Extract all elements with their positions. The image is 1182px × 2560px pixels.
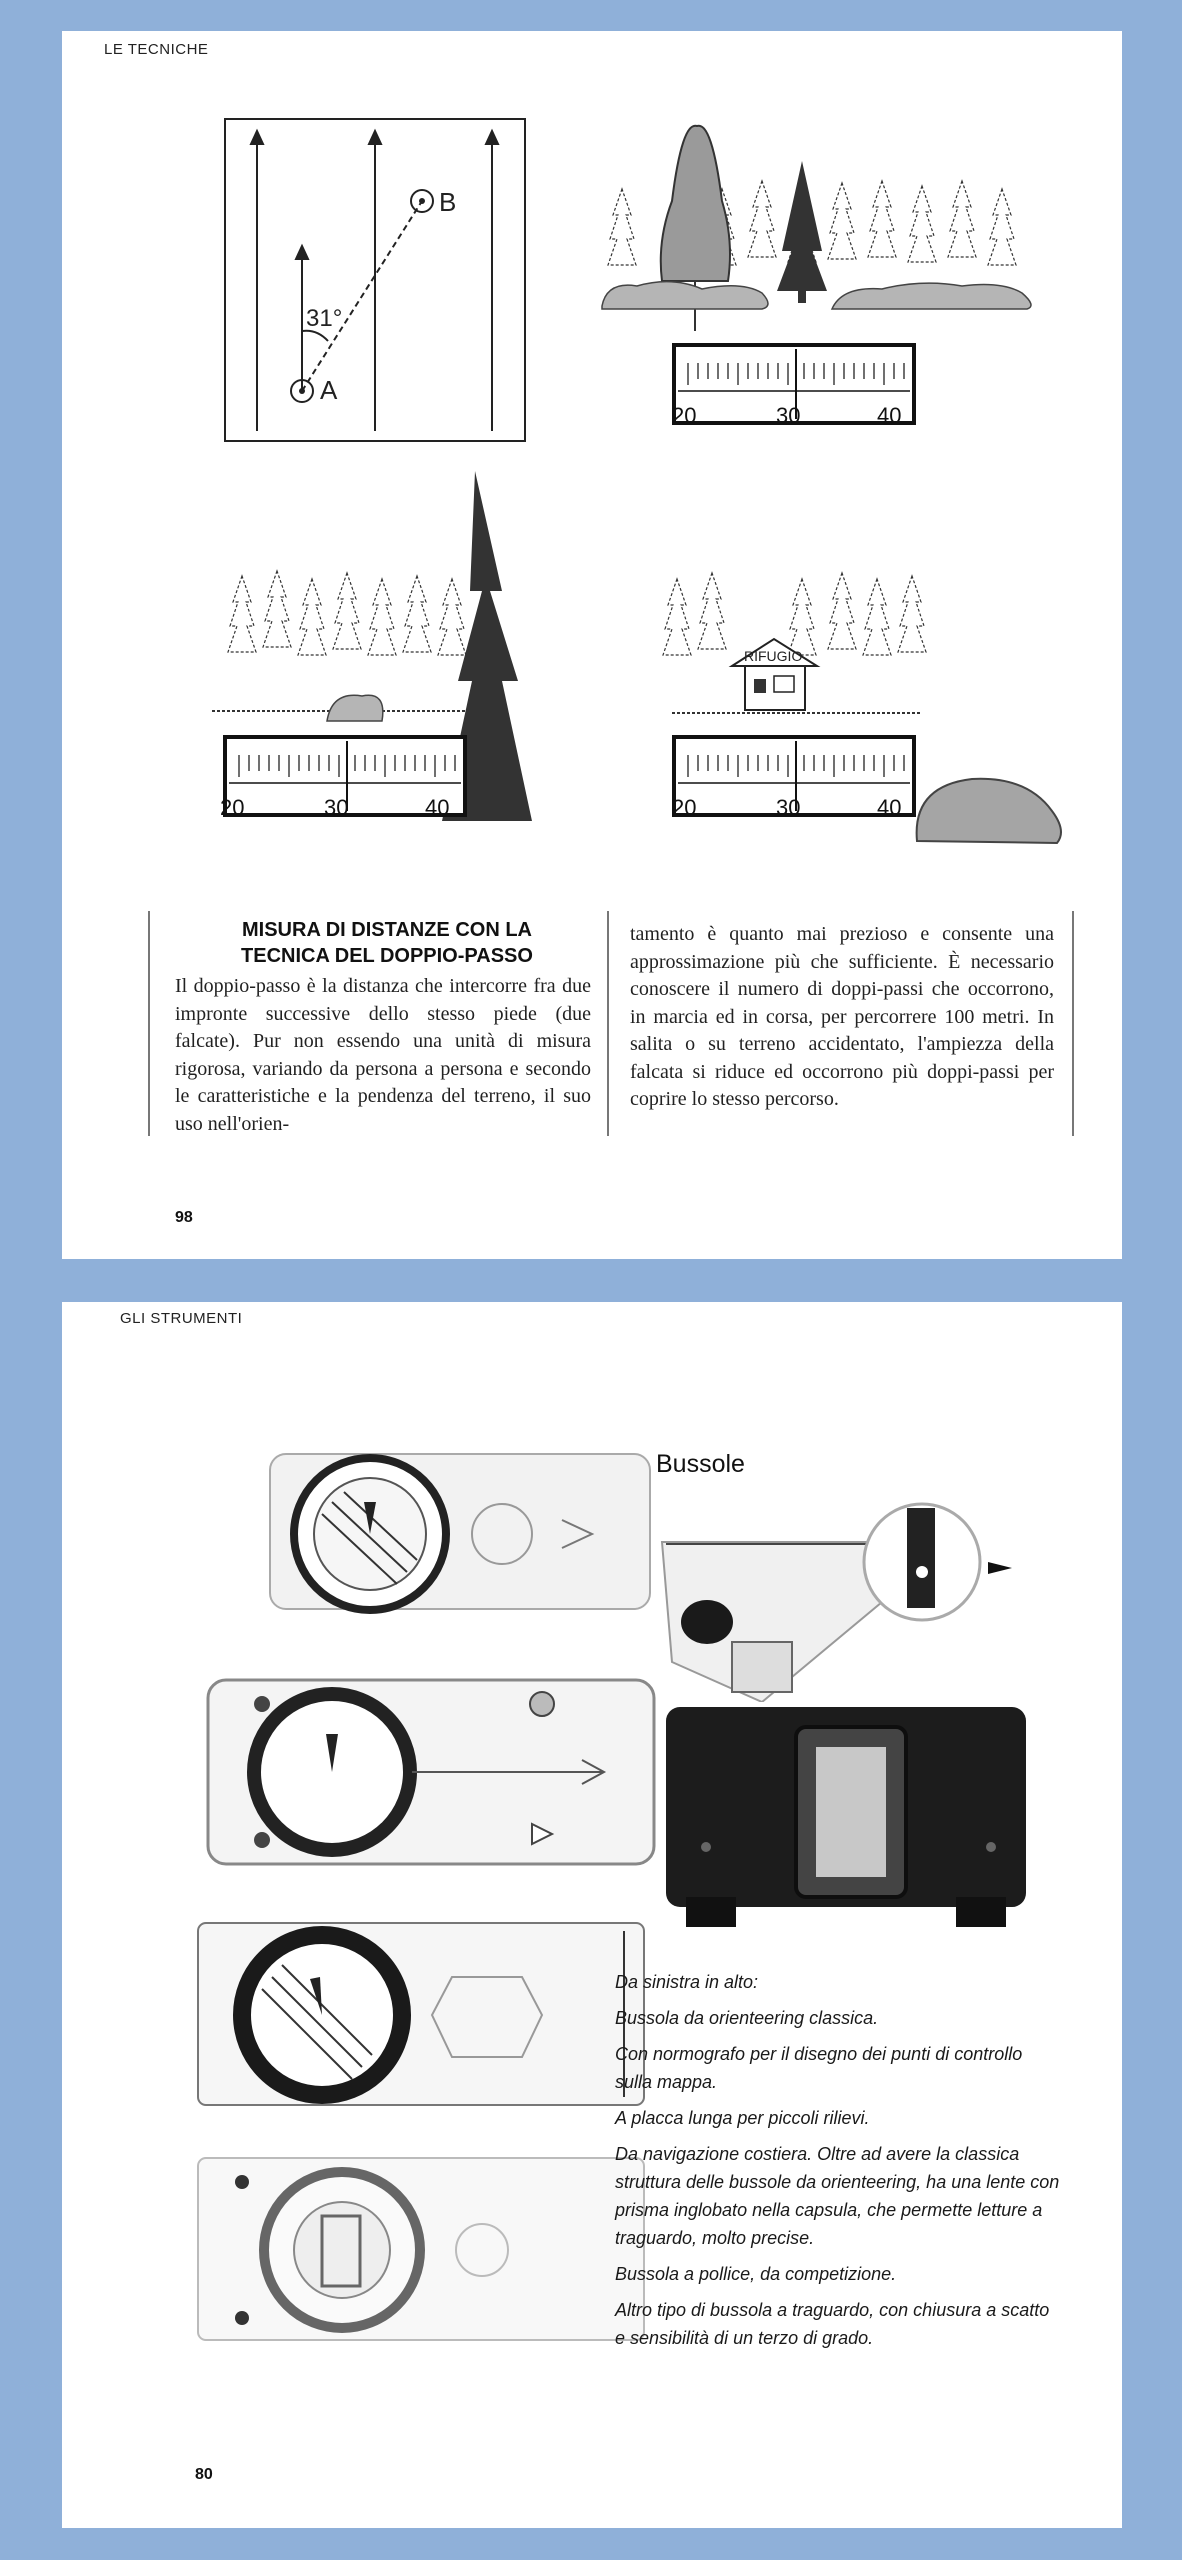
caption-line: Bussola da orienteering classica. [615,2008,879,2028]
compass-long-plate-photo [192,1917,652,2112]
scale-number: 20 [672,795,697,820]
book-page-80 [62,1302,1122,2528]
scale-number: 30 [776,403,801,428]
column-rule-left [148,911,150,1136]
body-column-1: Il doppio-passo è la distanza che intercorre fra due impronte successive dello stesso piede (due falcate). Pur non essendo una unità di misura rigorosa, variando da persona a persona e secondo le caratteristiche e la pendenza del terreno, il suo uso nell'orien- [175,975,591,1135]
compass-thumb-photo [652,1502,1042,1702]
illustration-panels [62,31,1122,851]
scale-number: 20 [220,795,245,820]
caption-line: Da navigazione costiera. Oltre ad avere la classica struttura delle bussole da orienteering, ha una lente con prisma inglobato nella capsula, che permette letture a traguardo, molto precise. [615,2144,1060,2248]
compass-coastal-photo [192,2152,652,2347]
forest-panel-1 [602,126,1031,428]
compass-classic-photo [262,1442,662,1622]
caption-line: Con normografo per il disegno dei punti di controllo sulla mappa. [615,2044,1023,2092]
column-rule-right [1072,911,1074,1136]
caption-line: Bussola a pollice, da competizione. [615,2264,897,2284]
page-number: 98 [175,1209,193,1226]
caption-line: Altro tipo di bussola a traguardo, con chiusura a scatto e sensibilità di un terzo di grado. [615,2300,1050,2348]
scale-number: 20 [672,403,697,428]
body-column-2: tamento è quanto mai prezioso e consente una approssimazione più che sufficiente. È necessario conoscere il numero di doppi-passi che occorrono, in marcia ed in corsa, per percorrere 100 metri. In salita o su terreno accidentato, l'ampiezza della falcata si riduce ed occorrono più doppi-passi per coprire lo stesso percorso. [630,923,1054,1110]
forest-panel-3 [663,573,1061,843]
running-head: LE TECNICHE [104,41,209,58]
hut-sign: RIFUGIO [744,648,803,664]
caption-line: A placca lunga per piccoli rilievi. [615,2108,870,2128]
section-title: MISURA DI DISTANZE CON LA TECNICA DEL DOPPIO-PASSO [241,919,533,967]
point-a-label: A [320,375,338,405]
photo-title: Bussole [656,1450,745,1478]
compass-prismatic-photo [656,1697,1036,1932]
caption-line: Da sinistra in alto: [615,1972,759,1992]
map-diagram-a-b [225,119,525,441]
forest-panel-2 [212,471,532,821]
scale-number: 40 [877,403,902,428]
book-page-98 [62,31,1122,1259]
photo-caption [615,1968,1060,2360]
scale-number: 30 [324,795,349,820]
scale-number: 40 [425,795,450,820]
scale-number: 40 [877,795,902,820]
point-b-label: B [439,187,457,217]
angle-label: 31° [306,305,343,332]
scale-number: 30 [776,795,801,820]
running-head: GLI STRUMENTI [120,1310,243,1327]
column-rule-middle [607,911,609,1136]
page-number: 80 [195,2466,213,2483]
compass-normograph-photo [202,1674,662,1870]
